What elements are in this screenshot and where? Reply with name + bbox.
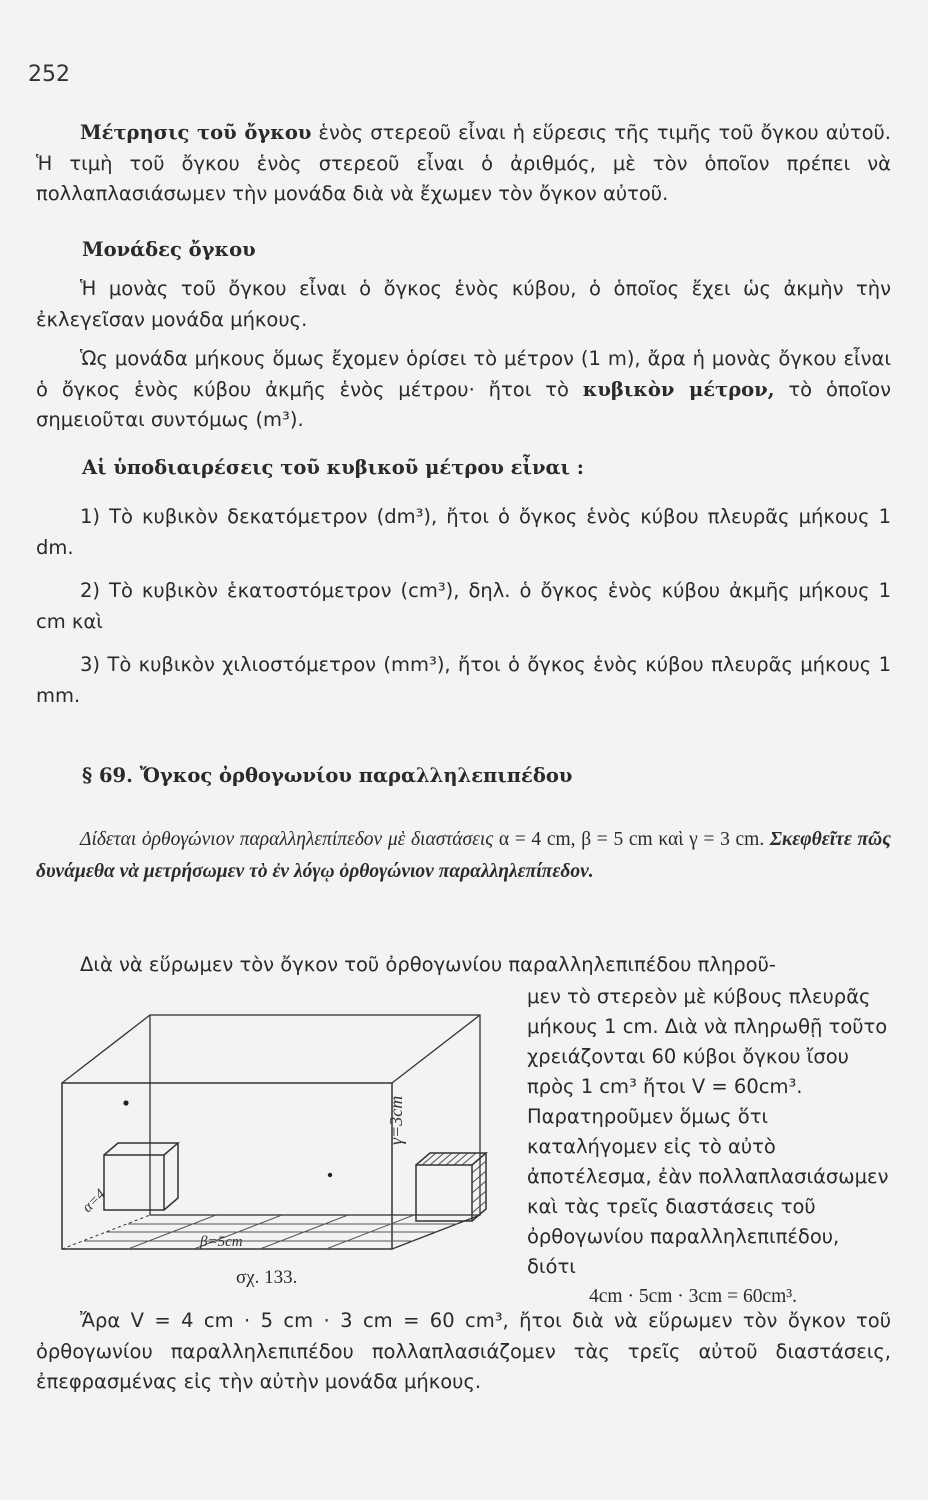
- problem-statement: Δίδεται ὀρθογώνιον παραλληλεπίπεδον μὲ διαστάσεις α = 4 cm, β = 5 cm καὶ γ = 3 cm. Σκεφθεῖτε πῶς δυνάμεθα νὰ μετρήσωμεν τὸ ἐν λόγῳ ὀρθογώνιον παραλληλεπίπεδον.: [36, 829, 891, 882]
- subdivisions-heading: Αἱ ὑποδιαιρέσεις τοῦ κυβικοῦ μέτρου εἶναι :: [82, 456, 584, 479]
- section-heading: § 69. Ὄγκος ὀρθογωνίου παραλληλεπιπέδου: [82, 764, 573, 787]
- unit-cube-outside: [416, 1153, 486, 1221]
- solution-right-column: μεν τὸ στερεὸν μὲ κύβους πλευρᾶς μήκους 1 cm. Διὰ νὰ πληρωθῇ τοῦτο χρειάζονται 60 κύβοι ὄγκου ἴσου πρὸς 1 cm³ ἤτοι V = 60cm³. Παρατηροῦμεν ὅμως ὅτι καταλήγομεν εἰς τὸ αὐτὸ ἀποτέλεσμα, ἐὰν πολλαπλασιάσωμεν καὶ τὰς τρεῖς διαστάσεις τοῦ ὀρθογωνίου παραλληλεπιπέδου, διότι 4cm · 5cm · 3cm = 60cm³.: [527, 982, 891, 1312]
- unit-cube-inside: [104, 1143, 178, 1210]
- volume-formula: 4cm · 5cm · 3cm = 60cm³.: [589, 1286, 797, 1307]
- subdivision-3: 3) Τὸ κυβικὸν χιλιοστόμετρον (mm³), ἤτοι ὁ ὄγκος ἑνὸς κύβου πλευρᾶς μήκους 1 mm.: [36, 653, 891, 707]
- solution-first-line: Διὰ νὰ εὕρωμεν τὸν ὄγκον τοῦ ὀρθογωνίου παραλληλεπιπέδου πληροῦ-: [80, 953, 776, 976]
- subdivision-1: 1) Τὸ κυβικὸν δεκατόμετρον (dm³), ἤτοι ὁ ὄγκος ἑνὸς κύβου πλευρᾶς μήκους 1 dm.: [36, 505, 891, 559]
- cubic-meter-term: κυβικὸν μέτρον,: [582, 377, 775, 401]
- intro-text: ἑνὸς στερεοῦ εἶναι ἡ εὕρεσις τῆς τιμῆς τοῦ ὄγκου αὐτοῦ. Ἡ τιμὴ τοῦ ὄγκου ἑνὸς στερεοῦ εἶναι ὁ ἀριθμός, μὲ τὸν ὁποῖον πρέπει νὰ πολλαπλασιάσωμεν τὴν μονάδα διὰ νὰ ἔχωμεν τὸν ὄγκον αὐτοῦ.: [36, 121, 891, 205]
- beta-label: β=5cm: [200, 1234, 243, 1250]
- units-paragraph-2: Ὡς μονάδα μήκους ὅμως ἔχομεν ὁρίσει τὸ μέτρον (1 m), ἄρα ἡ μονὰς ὄγκου εἶναι ὁ ὄγκος ἑνὸς κύβου ἀκμῆς ἑνὸς μέτρου· ἤτοι τὸ κυβικὸν μέτρον, τὸ ὁποῖον σημειοῦται συντόμως (m³).: [36, 347, 891, 431]
- conclusion-paragraph: Ἄρα V = 4 cm · 5 cm · 3 cm = 60 cm³, ἤτοι διὰ νὰ εὕρωμεν τὸν ὄγκον τοῦ ὀρθογωνίου παραλληλεπιπέδου πολλαπλασιάζομεν τὰς τρεῖς αὐτοῦ διαστάσεις, ἐπεφρασμένας εἰς τὴν αὐτὴν μονάδα μήκους.: [36, 1309, 891, 1393]
- gamma-label: γ=3cm: [386, 1095, 406, 1145]
- box-figure: [50, 1005, 500, 1260]
- floor-grid: [84, 1215, 458, 1249]
- alpha-label: α=4: [79, 1186, 109, 1216]
- figure-caption: σχ. 133.: [236, 1267, 298, 1288]
- units-paragraph-1: Ἡ μονὰς τοῦ ὄγκου εἶναι ὁ ὄγκος ἑνὸς κύβου, ὁ ὁποῖος ἔχει ὡς ἀκμὴν τὴν ἐκλεγεῖσαν μονάδα μήκους.: [36, 277, 891, 331]
- units-heading: Μονάδες ὄγκου: [82, 238, 256, 261]
- intro-paragraph: [36, 118, 891, 210]
- intro-term: Μέτρησις τοῦ ὄγκου: [80, 121, 312, 144]
- subdivision-2: 2) Τὸ κυβικὸν ἑκατοστόμετρον (cm³), δηλ. ὁ ὄγκος ἑνὸς κύβου ἀκμῆς μήκους 1 cm καὶ: [36, 579, 891, 633]
- back-face: [150, 1015, 480, 1215]
- page-number: 252: [28, 62, 70, 87]
